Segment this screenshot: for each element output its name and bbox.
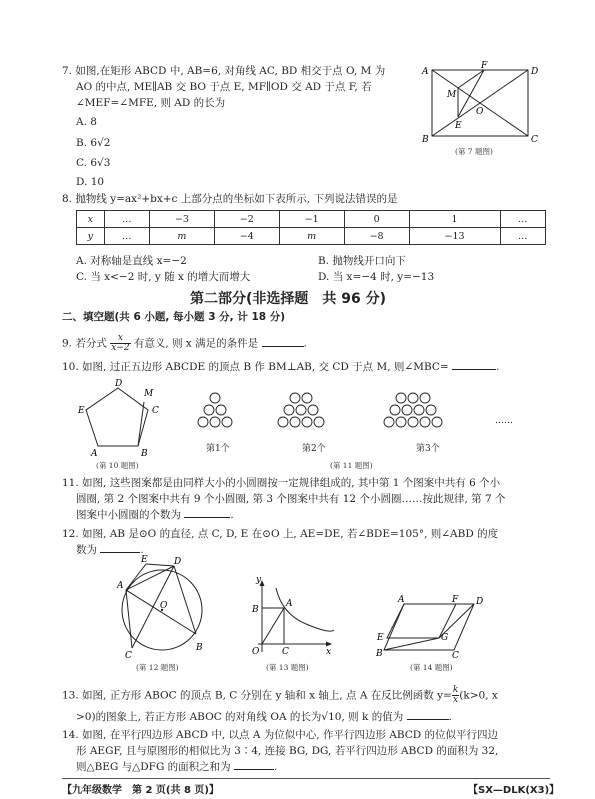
q12-line1: 12. 如图, AB 是⊙O 的直径, 点 C, D, E 在⊙O 上, AE=DE, 若∠BDE=105°, 则∠ABD 的度 xyxy=(62,528,499,540)
q7-label-e: E xyxy=(455,121,462,131)
table-cell: … xyxy=(500,228,545,245)
q14-label-d: D xyxy=(476,597,484,607)
q10-answer-blank[interactable] xyxy=(452,369,496,370)
q11-answer-blank[interactable] xyxy=(184,517,230,518)
section2-title: 二、填空题(共 6 小题, 每小题 3 分, 计 18 分) xyxy=(62,311,286,323)
q11-ellipsis: …… xyxy=(495,416,513,426)
q8-text: 8. 抛物线 y=ax²+bx+c 上部分点的坐标如下表所示, 下列说法错误的是 xyxy=(62,193,398,205)
q13-period: . xyxy=(448,711,452,723)
q10-label-b: B xyxy=(141,449,148,459)
q13-frac-num: k xyxy=(452,685,459,695)
table-cell: −1 xyxy=(279,211,344,228)
q13-label-b: B xyxy=(252,605,259,615)
q7-label-m: M xyxy=(447,90,457,100)
q7-figure-caption: (第 7 题图) xyxy=(455,147,493,156)
q11-caption-2: 第2个 xyxy=(302,444,326,454)
q9-period: . xyxy=(303,337,307,350)
q12-line2-wrap xyxy=(76,543,144,557)
q9-prefix: 9. 若分式 xyxy=(62,337,107,350)
q10-label-a: A xyxy=(91,449,98,459)
table-cell: y xyxy=(77,228,105,245)
q10-period: . xyxy=(496,361,500,373)
q9-answer-blank[interactable] xyxy=(262,346,304,347)
q10-figure-caption: (第 10 题图) xyxy=(96,461,139,470)
q10-label-d: D xyxy=(115,379,123,389)
q7-label-f: F xyxy=(481,61,488,71)
q14-label-c: C xyxy=(452,651,459,661)
q12-label-c: C xyxy=(125,651,132,661)
q14-figure-caption: (第 14 题图) xyxy=(410,663,453,672)
q12-figure-caption: (第 12 题图) xyxy=(136,663,179,672)
q11-period: . xyxy=(230,509,234,521)
table-cell: … xyxy=(104,228,149,245)
q8-option-b: B. 抛物线开口向下 xyxy=(318,255,406,267)
q13-line2a: >0)的图象上, 若正方形 ABOC 的对角线 OA 的长为√10, 则 k 的值为 xyxy=(76,711,404,723)
q8-value-table xyxy=(76,210,546,245)
q14-label-f: F xyxy=(452,595,459,605)
q7-line3: ∠MEF=∠MFE, 则 AD 的长为 xyxy=(76,97,226,109)
part2-title: 第二部分(非选择题 共 96 分) xyxy=(190,291,387,307)
table-cell: … xyxy=(500,211,545,228)
q7-label-c: C xyxy=(531,135,538,145)
table-cell: −3 xyxy=(149,211,214,228)
table-cell: … xyxy=(104,211,149,228)
q14-label-e: E xyxy=(377,633,384,643)
q7-label-b: B xyxy=(422,135,429,145)
q13-label-c: C xyxy=(282,647,289,657)
footer-page-info: 【九年级数学 第 2 页(共 8 页)】 xyxy=(62,785,219,796)
q13-label-y: y xyxy=(256,575,262,585)
q10-label-c: C xyxy=(152,406,159,416)
q13-label-o: O xyxy=(252,647,260,657)
q7-line1: 7. 如图,在矩形 ABCD 中, AB=6, 对角线 AC, BD 相交于点 O, M 为 xyxy=(62,65,386,77)
q13-label-x: x xyxy=(326,647,332,657)
q13-figure-caption: (第 13 题图) xyxy=(266,663,309,672)
table-cell: x xyxy=(77,211,105,228)
q12-circle-figure xyxy=(112,555,212,661)
q14-parallelogram-figure xyxy=(372,594,492,661)
q7-label-o: O xyxy=(476,107,484,117)
q11-line2: 圆圈, 第 2 个图案中共有 9 个小圆圈, 第 3 个图案中共有 12 个小圆圈……按此规律, 第 7 个 xyxy=(76,493,506,505)
q12-label-a: A xyxy=(117,581,124,591)
table-cell: m xyxy=(279,228,344,245)
q13-graph-figure xyxy=(248,576,338,656)
q12-line2: 数为 xyxy=(76,544,97,556)
q9-suffix: 有意义, 则 x 满足的条件是 xyxy=(133,337,259,350)
q14-line1: 14. 如图, 在平行四边形 ABCD 中, 以点 A 为位似中心, 作平行四边形 ABCD 的位似平行四边 xyxy=(62,729,499,741)
q12-label-e: E xyxy=(141,555,148,565)
q9-question xyxy=(62,334,307,353)
q10-text: 10. 如图, 过正五边形 ABCDE 的顶点 B 作 BM⊥AB, 交 CD 于点 M, 则∠MBC= xyxy=(62,361,449,373)
q7-label-a: A xyxy=(422,67,429,77)
q13-answer-blank[interactable] xyxy=(407,719,449,720)
q12-label-o: O xyxy=(160,601,168,611)
q12-label-b: B xyxy=(196,643,203,653)
q8-option-d: D. 当 x=−4 时, y=−13 xyxy=(318,271,435,283)
q13-line1 xyxy=(62,686,498,705)
q11-line1: 11. 如图, 这些图案都是由同样大小的小圆圈按一定规律组成的, 其中第 1 个图案中共有 6 个小 xyxy=(62,477,501,489)
q12-period: . xyxy=(140,544,144,556)
q14-line2: 形 AEGF, 且与原图形的相似比为 3∶4, 连接 BG, DG, 若平行四边形 ABCD 的面积为 32, xyxy=(76,745,499,757)
q9-frac-den: x−2 xyxy=(111,343,130,353)
table-cell: −8 xyxy=(344,228,409,245)
q14-period: . xyxy=(274,761,278,773)
q8-option-c: C. 当 x<−2 时, y 随 x 的增大而增大 xyxy=(76,271,251,283)
q14-answer-blank[interactable] xyxy=(234,769,274,770)
table-cell: −2 xyxy=(214,211,279,228)
table-cell: −13 xyxy=(409,228,500,245)
q7-option-b: B. 6√2 xyxy=(76,137,111,149)
q14-label-b: B xyxy=(376,649,383,659)
q12-label-d: D xyxy=(174,557,182,567)
table-cell: −4 xyxy=(214,228,279,245)
q11-circles-figure xyxy=(190,392,490,434)
q7-label-d: D xyxy=(531,67,539,77)
footer-divider xyxy=(62,778,550,779)
q10-label-e: E xyxy=(78,406,85,416)
q12-answer-blank[interactable] xyxy=(100,552,140,553)
q7-option-a: A. 8 xyxy=(76,116,97,128)
q11-figure-caption: (第 11 题图) xyxy=(330,461,373,470)
table-row xyxy=(77,211,546,228)
q13-label-a: A xyxy=(286,599,293,609)
table-cell: m xyxy=(149,228,214,245)
q7-line2: AO 的中点, ME∥AB 交 BO 于点 E, MF∥OD 交 AD 于点 F, 若 xyxy=(76,81,372,93)
q7-option-c: C. 6√3 xyxy=(76,157,111,169)
q14-line3: 则△BEG 与△DFG 的面积之和为 xyxy=(76,761,231,773)
q10-question xyxy=(62,360,499,374)
q11-caption-1: 第1个 xyxy=(206,444,230,454)
q14-line3-wrap xyxy=(76,760,277,774)
table-cell: 0 xyxy=(344,211,409,228)
q13-frac-den: x xyxy=(453,695,459,705)
q14-label-g: G xyxy=(441,633,449,643)
q8-option-a: A. 对称轴是直线 x=−2 xyxy=(76,255,187,267)
footer-code: 【SX—DLK(X3)】 xyxy=(468,785,560,796)
q7-option-d: D. 10 xyxy=(76,176,105,188)
q9-frac-num: x xyxy=(110,334,130,344)
q7-figure xyxy=(420,62,550,150)
table-row xyxy=(77,228,546,245)
q9-fraction xyxy=(110,334,130,353)
q13-line2 xyxy=(76,710,452,724)
q14-label-a: A xyxy=(398,595,405,605)
q10-label-m: M xyxy=(144,389,154,399)
table-cell: 1 xyxy=(409,211,500,228)
q10-pentagon-figure xyxy=(78,380,168,460)
q13-line1b: (k>0, x xyxy=(459,689,498,702)
q11-line3: 图案中小圆圈的个数为 xyxy=(76,509,181,521)
q13-line1a: 13. 如图, 正方形 ABOC 的顶点 B, C 分别在 y 轴和 x 轴上, 点 A 在反比例函数 y= xyxy=(62,689,452,702)
q11-line3-wrap xyxy=(76,508,234,522)
q11-caption-3: 第3个 xyxy=(416,444,440,454)
